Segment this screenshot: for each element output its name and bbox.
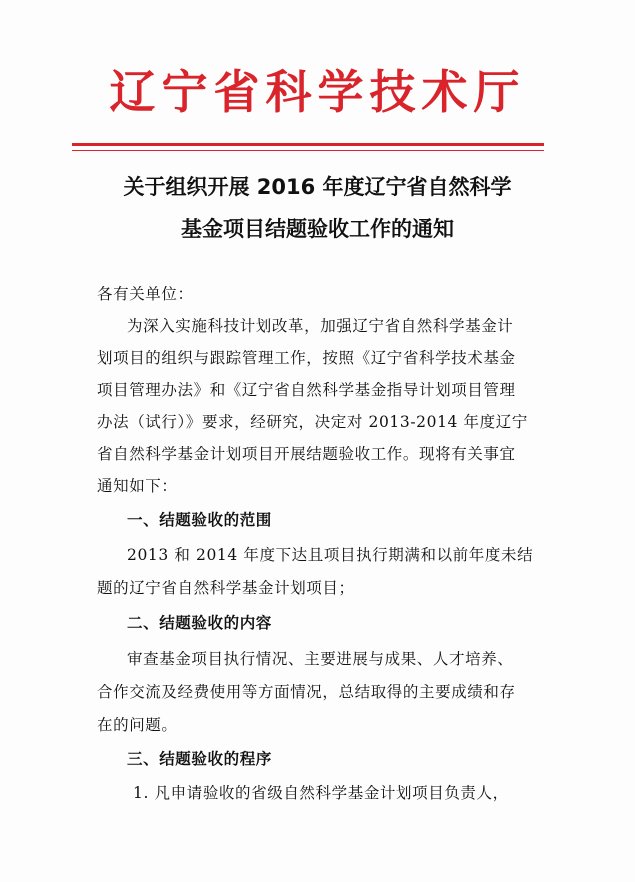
section-1-line: 题的辽宁省自然科学基金计划项目； — [97, 579, 355, 597]
intro-paragraph-line: 项目管理办法》和《辽宁省自然科学基金指导计划项目管理 — [97, 381, 516, 399]
document-title-line-1: 关于组织开展 2016 年度辽宁省自然科学 — [123, 175, 512, 199]
intro-paragraph-line: 省自然科学基金计划项目开展结题验收工作。现将有关事宜 — [97, 445, 516, 463]
header-divider-thick — [72, 143, 544, 146]
section-2-heading: 二、结题验收的内容 — [127, 614, 272, 632]
section-1-heading: 一、结题验收的范围 — [127, 511, 272, 529]
section-2-line: 合作交流及经费使用等方面情况，总结取得的主要成绩和存 — [97, 683, 516, 701]
section-2-line: 审查基金项目执行情况、主要进展与成果、人才培养、 — [127, 650, 514, 668]
section-1-line: 2013 和 2014 年度下达且项目执行期满和以前年度未结 — [127, 546, 534, 564]
intro-paragraph-line: 为深入实施科技计划改革，加强辽宁省自然科学基金计 — [127, 317, 514, 335]
section-3-heading: 三、结题验收的程序 — [127, 750, 272, 768]
section-2-line: 在的问题。 — [97, 716, 178, 734]
intro-paragraph-line: 通知如下： — [97, 477, 178, 495]
intro-paragraph-line: 划项目的组织与跟踪管理工作，按照《辽宁省科学技术基金 — [97, 349, 516, 367]
header-divider-thin — [72, 150, 544, 151]
document-title-line-2: 基金项目结题验收工作的通知 — [181, 217, 454, 241]
salutation: 各有关单位： — [97, 285, 194, 303]
section-3-line: 1. 凡申请验收的省级自然科学基金计划项目负责人， — [133, 784, 509, 802]
issuer-header: 辽宁省科学技术厅 — [109, 65, 526, 119]
intro-paragraph-line: 办法（试行）》要求，经研究，决定对 2013-2014 年度辽宁 — [97, 413, 528, 431]
